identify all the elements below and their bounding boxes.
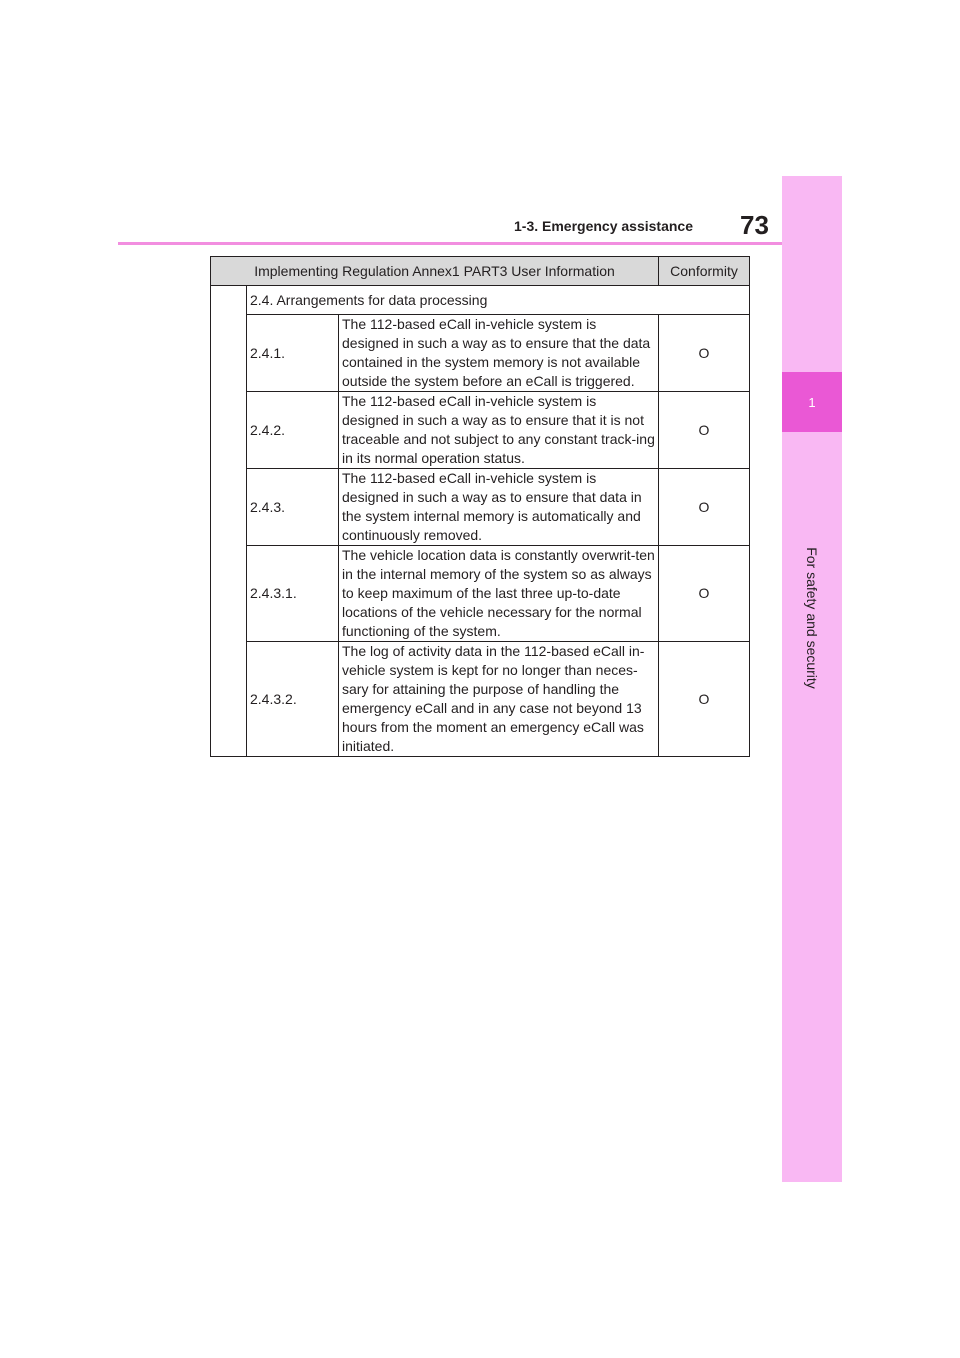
chapter-label: For safety and security <box>804 547 820 689</box>
row-conformity: O <box>659 315 750 392</box>
row-description: The vehicle location data is constantly overwrit-ten in the internal memory of the system so as always to keep maximum of the last three up-to-date locations of the vehicle necessary for the normal functioning of the system. <box>339 546 659 642</box>
row-description: The 112-based eCall in-vehicle system is designed in such a way as to ensure that it is not traceable and not subject to any constant track-ing in its normal operation status. <box>339 392 659 469</box>
row-number: 2.4.3.1. <box>247 546 339 642</box>
row-conformity: O <box>659 392 750 469</box>
row-description: The 112-based eCall in-vehicle system is designed in such a way as to ensure that data in the system internal memory is automatically and continuously removed. <box>339 469 659 546</box>
section-row <box>211 286 750 315</box>
header-user-information: Implementing Regulation Annex1 PART3 User Information <box>211 257 659 286</box>
row-number: 2.4.3.2. <box>247 642 339 757</box>
user-information-table <box>210 256 750 757</box>
table-header-row <box>211 257 750 286</box>
table-row <box>211 546 750 642</box>
row-conformity: O <box>659 642 750 757</box>
row-conformity: O <box>659 469 750 546</box>
chapter-side-tab <box>782 176 842 1182</box>
row-description: The 112-based eCall in-vehicle system is designed in such a way as to ensure that the data contained in the system memory is not available outside the system before an eCall is triggered. <box>339 315 659 392</box>
section-title: 1-3. Emergency assistance <box>514 218 693 234</box>
row-description: The log of activity data in the 112-based eCall in-vehicle system is kept for no longer than neces-sary for attaining the purpose of handling the emergency eCall and in any case not beyond 13 hours from the moment an emergency eCall was initiated. <box>339 642 659 757</box>
row-number: 2.4.1. <box>247 315 339 392</box>
page-number: 73 <box>740 210 769 240</box>
chapter-number-box: 1 <box>782 372 842 432</box>
row-conformity: O <box>659 546 750 642</box>
table-row <box>211 392 750 469</box>
table-row <box>211 315 750 392</box>
section-heading: 2.4. Arrangements for data processing <box>247 286 750 315</box>
table-row <box>211 469 750 546</box>
header-divider <box>118 242 782 245</box>
indent-cell <box>211 286 247 757</box>
row-number: 2.4.2. <box>247 392 339 469</box>
table-row <box>211 642 750 757</box>
row-number: 2.4.3. <box>247 469 339 546</box>
header-conformity: Conformity <box>659 257 750 286</box>
